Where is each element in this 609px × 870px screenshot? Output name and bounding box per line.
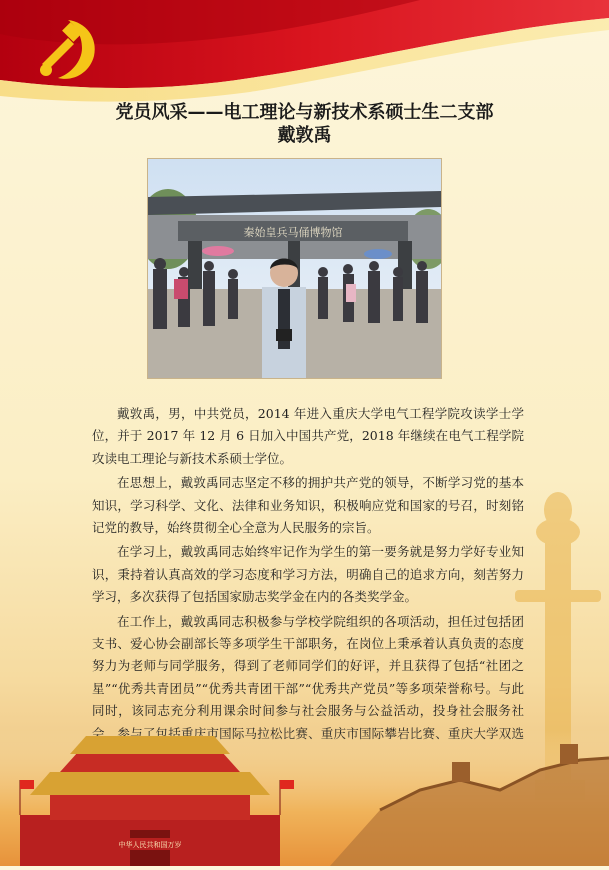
member-name: 戴敦禹 bbox=[277, 125, 332, 146]
paragraph-ideology: 在思想上，戴敦禹同志坚定不移的拥护共产党的领导，不断学习党的基本知识，学习科学、文化、法律和业务知识，积极响应党和国家的号召，时刻铭记党的教导，始终贯彻全心全意为人民服务的宗旨。 bbox=[92, 475, 524, 536]
member-photo bbox=[148, 159, 441, 378]
party-emblem-icon bbox=[28, 12, 102, 86]
paragraph-work: 在工作上，戴敦禹同志积极参与学校学院组织的各项活动，担任过包括团支书、爱心协会副部长等多项学生干部职务，在岗位上秉承着认真负责的态度努力为老师与同学服务，得到了老师同学们的好评，并且获得了包括“社团之星”“优秀共青团员”“优秀共青团干部”“优秀共产党员”等多项荣誉称号。与此同时，该同志充分利用课余时间参与社会服务与公益活动，投身社会服务社 bbox=[92, 613, 524, 719]
paragraph-study: 在学习上，戴敦禹同志始终牢记作为学生的第一要务就是努力学好专业知识，秉持着认真高效的学习态度和学习方法，明确自己的追求方向，刻苦努力学习，多次获得了包括国家励志奖学金在内的各类奖学金。 bbox=[92, 544, 524, 605]
page-title: 党员风采——电工理论与新技术系硕士生二支部 bbox=[115, 102, 494, 123]
paragraph-intro: 戴敦禹，男，中共党员，2014 年进入重庆大学电气工程学院攻读学士学位，并于 2017 年 12 月 6 日加入中国共产党，2018 年继续在电气工程学院攻读电工理论与新技术系硕士学位。 bbox=[92, 406, 524, 466]
museum-sign: 秦始皇兵马俑博物馆 bbox=[243, 226, 343, 239]
gate-banner-text: 中华人民共和国万岁 bbox=[118, 841, 182, 849]
bottom-landscape-decoration bbox=[0, 640, 609, 866]
